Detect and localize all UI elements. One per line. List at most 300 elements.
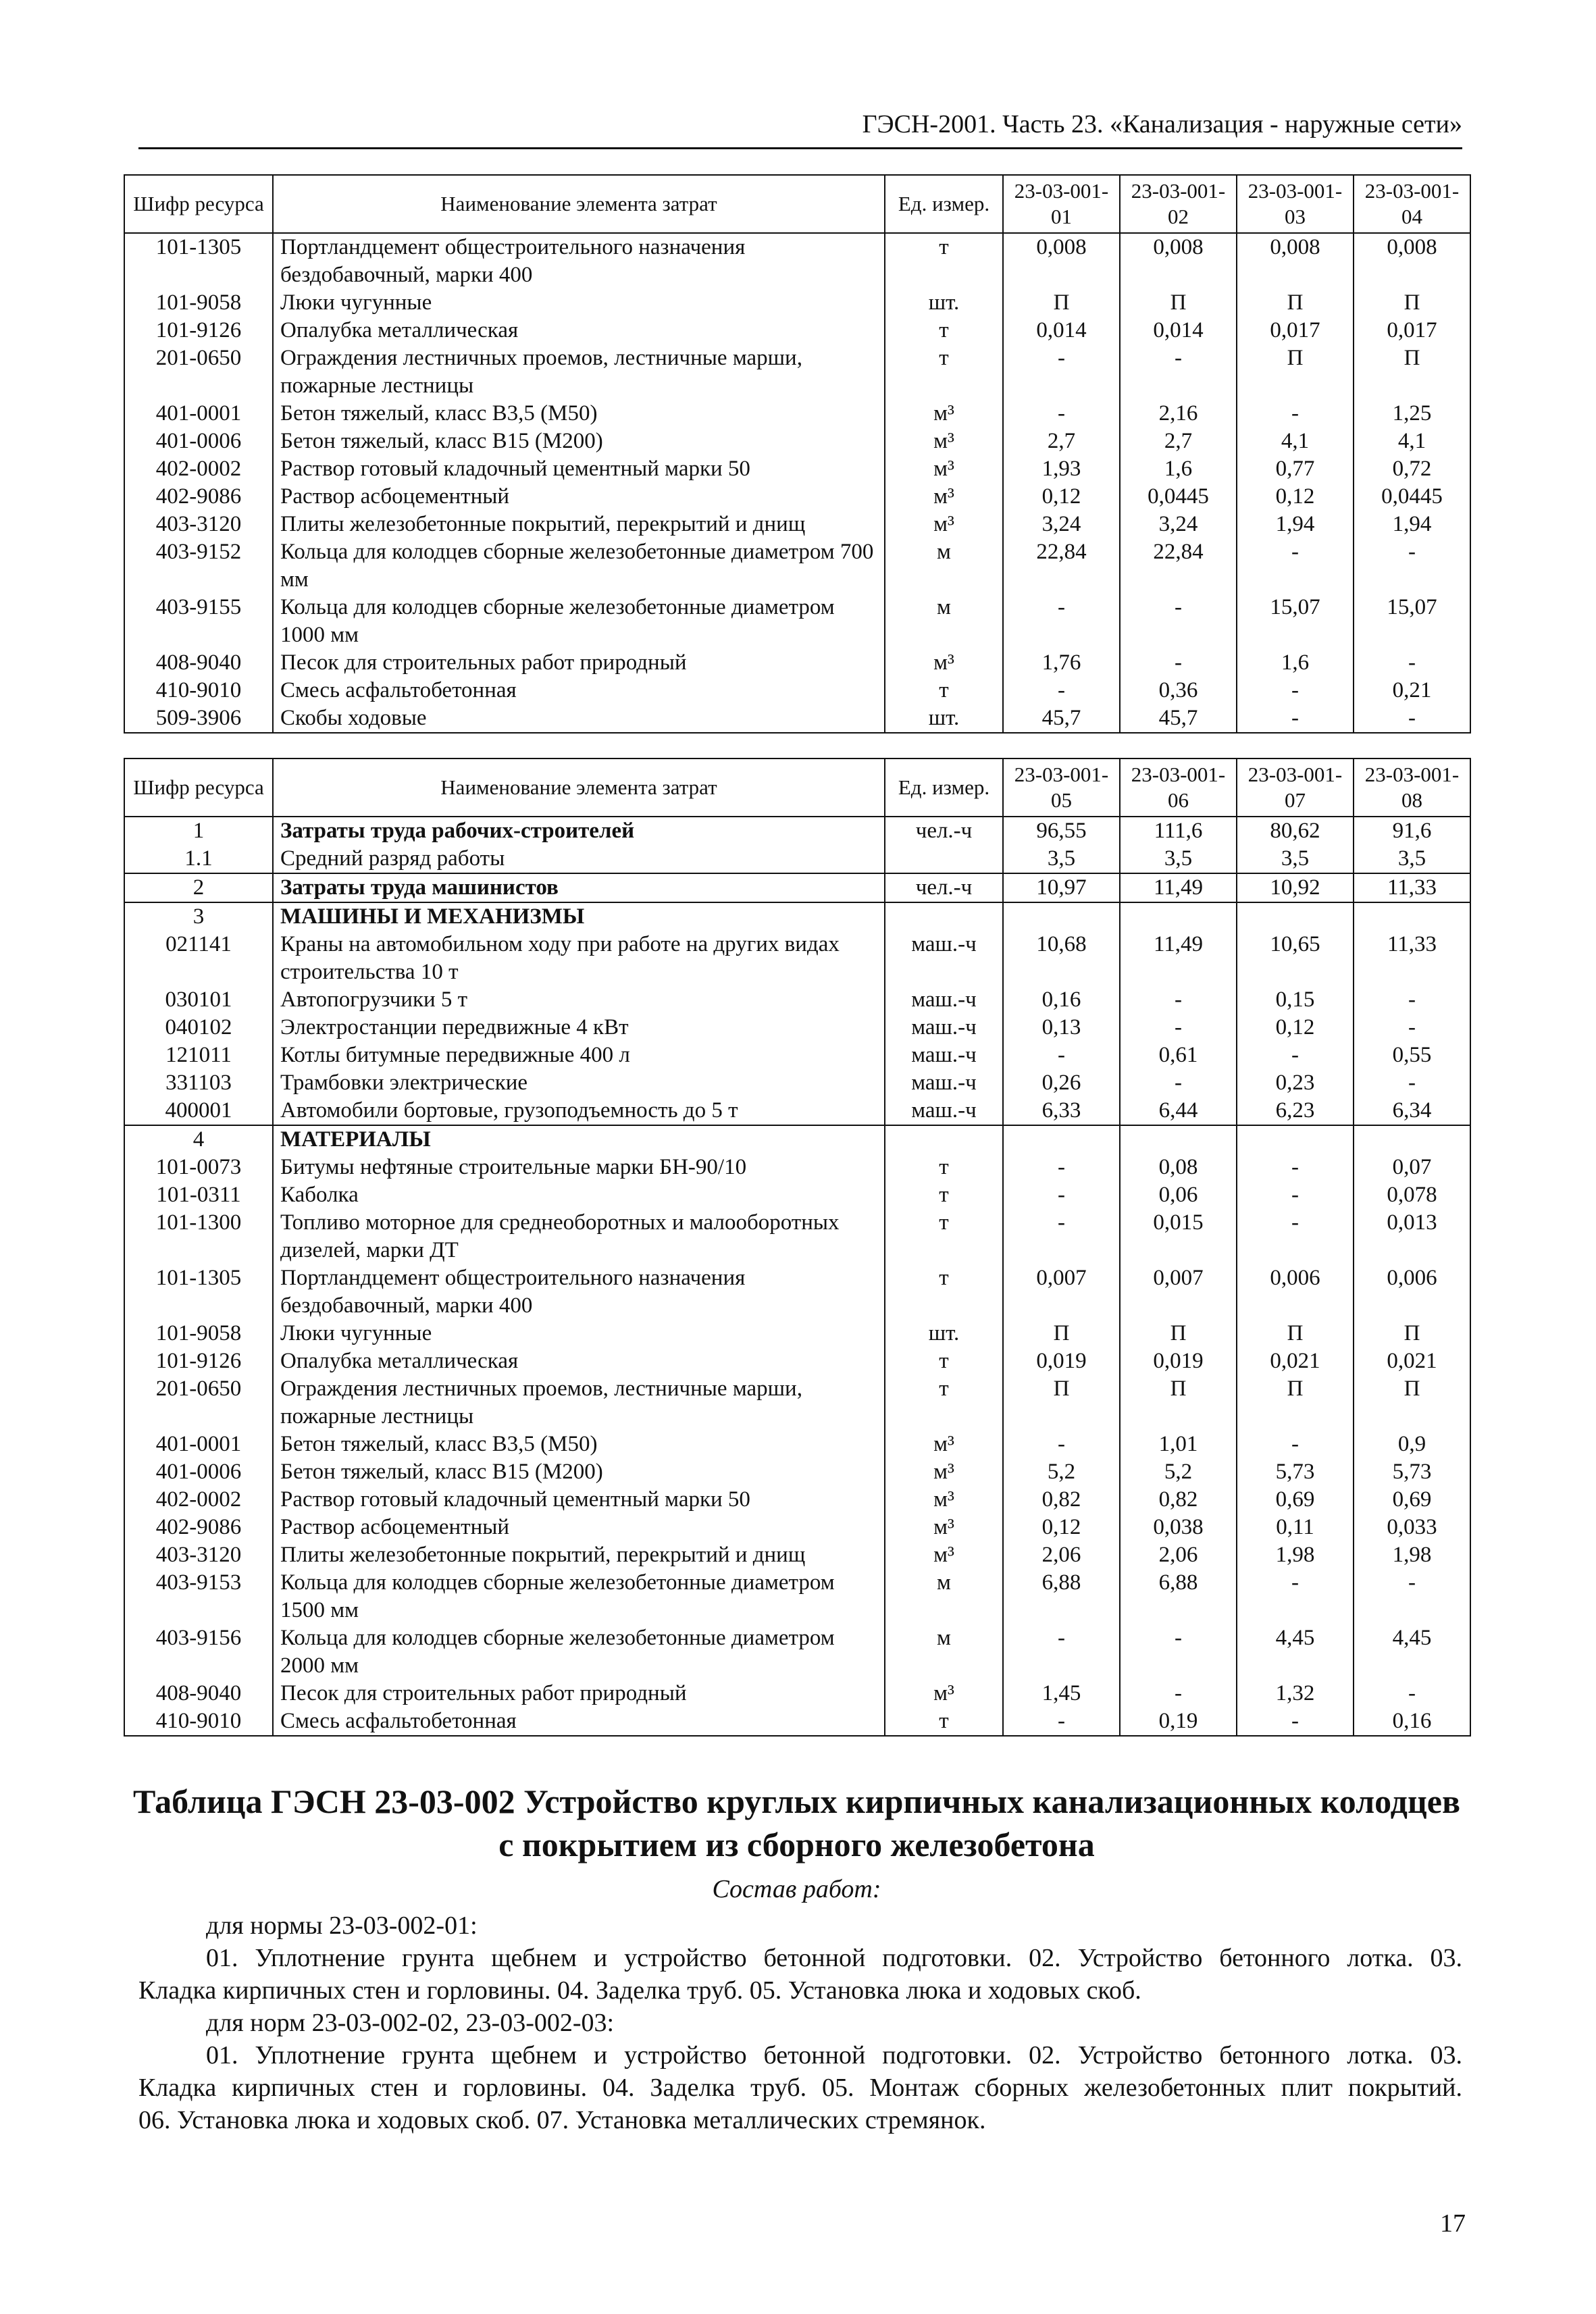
cell-code: 101-9126 [124, 317, 273, 344]
cell-value [1120, 902, 1237, 931]
cell-value: - [1237, 1209, 1354, 1264]
cell-code: 101-0073 [124, 1154, 273, 1181]
cell-name: Бетон тяжелый, класс В3,5 (М50) [273, 400, 885, 428]
norm-label: для норм 23-03-002-02, 23-03-002-03: [206, 2009, 615, 2037]
cell-value: 4,1 [1237, 428, 1354, 455]
cell-code: 509-3906 [124, 704, 273, 733]
cell-value: 91,6 [1354, 817, 1470, 845]
table-row [124, 1707, 1470, 1736]
cell-value: 0,033 [1354, 1514, 1470, 1541]
table-row [124, 1375, 1470, 1431]
cell-value: 0,55 [1354, 1042, 1470, 1069]
cell-unit: маш.-ч [885, 931, 1003, 986]
work-text-line: 01. Уплотнение грунта щебнем и устройство бетонной подготовки. 02. Устройство бетонного лотка. 03. [206, 1944, 1462, 1972]
col-header-unit: Ед. измер. [885, 759, 1003, 817]
cell-code: 3 [124, 902, 273, 931]
cell-value: П [1354, 1320, 1470, 1347]
cell-code: 402-0002 [124, 1486, 273, 1514]
table-row [124, 289, 1470, 317]
cell-value: - [1120, 1624, 1237, 1680]
cell-unit: шт. [885, 289, 1003, 317]
cell-value: - [1354, 986, 1470, 1014]
cell-value: 0,15 [1237, 986, 1354, 1014]
col-header-code: Шифр ресурса [124, 759, 273, 817]
cell-value: 4,45 [1237, 1624, 1354, 1680]
table-row [124, 317, 1470, 344]
cell-unit: шт. [885, 704, 1003, 733]
cell-value: 1,01 [1120, 1431, 1237, 1458]
cell-value: 0,36 [1120, 677, 1237, 704]
cell-value: П [1120, 289, 1237, 317]
cell-name: Бетон тяжелый, класс В15 (М200) [273, 428, 885, 455]
col-header-norm: 23-03-001-02 [1120, 175, 1237, 233]
cell-value: 0,11 [1237, 1514, 1354, 1541]
cell-value: 111,6 [1120, 817, 1237, 845]
cell-name: Люки чугунные [273, 1320, 885, 1347]
cell-value: - [1354, 704, 1470, 733]
cell-value: - [1003, 400, 1120, 428]
cell-code: 201-0650 [124, 1375, 273, 1431]
cell-name: МАТЕРИАЛЫ [273, 1125, 885, 1154]
cell-unit: м³ [885, 428, 1003, 455]
cell-value: 15,07 [1354, 594, 1470, 649]
cell-value: 0,08 [1120, 1154, 1237, 1181]
cell-unit: м³ [885, 1541, 1003, 1569]
table-row [124, 817, 1470, 845]
cell-value: 1,98 [1354, 1541, 1470, 1569]
cell-code: 030101 [124, 986, 273, 1014]
cell-code: 401-0001 [124, 1431, 273, 1458]
cell-value: 0,07 [1354, 1154, 1470, 1181]
cell-unit: м [885, 538, 1003, 594]
resource-table-1 [124, 174, 1471, 734]
cell-value: 0,008 [1354, 233, 1470, 289]
cell-code: 410-9010 [124, 677, 273, 704]
cell-value: 2,7 [1003, 428, 1120, 455]
table-row [124, 1014, 1470, 1042]
work-text-line: Кладка кирпичных стен и горловины. 04. Заделка труб. 05. Монтаж сборных железобетонных плит покрытий. [138, 2074, 1462, 2102]
cell-unit [885, 902, 1003, 931]
cell-value: П [1003, 1320, 1120, 1347]
cell-value: 6,44 [1120, 1097, 1237, 1125]
table-row [124, 1264, 1470, 1320]
table-row [124, 538, 1470, 594]
col-header-norm: 23-03-001-08 [1354, 759, 1470, 817]
cell-name: Затраты труда машинистов [273, 873, 885, 902]
cell-value: - [1354, 649, 1470, 677]
cell-code: 331103 [124, 1069, 273, 1097]
cell-value: 3,24 [1120, 511, 1237, 538]
col-header-norm: 23-03-001-06 [1120, 759, 1237, 817]
cell-name: Средний разряд работы [273, 845, 885, 873]
cell-unit: т [885, 344, 1003, 400]
cell-value: 2,16 [1120, 400, 1237, 428]
cell-name: Электростанции передвижные 4 кВт [273, 1014, 885, 1042]
section-title-line: с покрытием из сборного железобетона [498, 1826, 1095, 1863]
cell-name: Плиты железобетонные покрытий, перекрытий и днищ [273, 1541, 885, 1569]
cell-value: 6,34 [1354, 1097, 1470, 1125]
cell-value: 0,69 [1237, 1486, 1354, 1514]
table-row [124, 1320, 1470, 1347]
cell-code: 101-9058 [124, 289, 273, 317]
cell-value: 0,77 [1237, 455, 1354, 483]
cell-name: Ограждения лестничных проемов, лестничные марши, пожарные лестницы [273, 1375, 885, 1431]
cell-value: 45,7 [1003, 704, 1120, 733]
table-header-row [124, 175, 1470, 233]
cell-value: 5,73 [1237, 1458, 1354, 1486]
cell-value: - [1120, 1680, 1237, 1707]
cell-value: 1,94 [1354, 511, 1470, 538]
cell-code: 403-9156 [124, 1624, 273, 1680]
work-text-line: Кладка кирпичных стен и горловины. 04. Заделка труб. 05. Установка люка и ходовых скоб. [138, 1976, 1141, 2005]
cell-value: 2,7 [1120, 428, 1237, 455]
cell-name: Раствор готовый кладочный цементный марки 50 [273, 455, 885, 483]
cell-value: 1,6 [1120, 455, 1237, 483]
cell-name: Опалубка металлическая [273, 1347, 885, 1375]
cell-name: МАШИНЫ И МЕХАНИЗМЫ [273, 902, 885, 931]
cell-value [1354, 1125, 1470, 1154]
table-row [124, 455, 1470, 483]
cell-unit: м [885, 1624, 1003, 1680]
cell-name: Бетон тяжелый, класс В15 (М200) [273, 1458, 885, 1486]
cell-unit: чел.-ч [885, 817, 1003, 845]
cell-value: - [1003, 677, 1120, 704]
cell-value: 0,019 [1120, 1347, 1237, 1375]
cell-code: 101-1305 [124, 1264, 273, 1320]
cell-value: 6,88 [1003, 1569, 1120, 1624]
norm-label: для нормы 23-03-002-01: [206, 1911, 478, 1940]
cell-value: 0,72 [1354, 455, 1470, 483]
cell-value: 5,73 [1354, 1458, 1470, 1486]
cell-code: 403-9155 [124, 594, 273, 649]
cell-value: 0,078 [1354, 1181, 1470, 1209]
cell-value: 0,9 [1354, 1431, 1470, 1458]
cell-value: 0,014 [1120, 317, 1237, 344]
table-row [124, 1125, 1470, 1154]
table-row [124, 1069, 1470, 1097]
cell-value: 0,19 [1120, 1707, 1237, 1736]
cell-code: 1 [124, 817, 273, 845]
resource-table-2 [124, 758, 1471, 1737]
col-header-unit: Ед. измер. [885, 175, 1003, 233]
cell-unit: маш.-ч [885, 1097, 1003, 1125]
cell-unit: м³ [885, 649, 1003, 677]
cell-value [1003, 1125, 1120, 1154]
cell-name: Битумы нефтяные строительные марки БН-90/10 [273, 1154, 885, 1181]
cell-name: Кольца для колодцев сборные железобетонные диаметром 1500 мм [273, 1569, 885, 1624]
cell-value: 1,76 [1003, 649, 1120, 677]
cell-value: 3,5 [1003, 845, 1120, 873]
cell-value: 10,68 [1003, 931, 1120, 986]
cell-value: 0,16 [1003, 986, 1120, 1014]
cell-value: 22,84 [1003, 538, 1120, 594]
cell-unit: м [885, 1569, 1003, 1624]
cell-value: 0,008 [1120, 233, 1237, 289]
cell-value: - [1354, 1069, 1470, 1097]
cell-value: 5,2 [1120, 1458, 1237, 1486]
cell-value: П [1003, 289, 1120, 317]
cell-value: 0,006 [1354, 1264, 1470, 1320]
cell-value: 45,7 [1120, 704, 1237, 733]
cell-value: 0,12 [1237, 483, 1354, 511]
cell-unit: т [885, 1707, 1003, 1736]
cell-value: 2,06 [1003, 1541, 1120, 1569]
cell-value: - [1003, 1431, 1120, 1458]
table-row [124, 1347, 1470, 1375]
cell-name: Портландцемент общестроительного назначения бездобавочный, марки 400 [273, 1264, 885, 1320]
cell-code: 401-0006 [124, 1458, 273, 1486]
table-row [124, 704, 1470, 733]
cell-value [1237, 1125, 1354, 1154]
cell-value: - [1003, 1042, 1120, 1069]
cell-value: 0,82 [1003, 1486, 1120, 1514]
cell-value: 0,21 [1354, 677, 1470, 704]
cell-unit: маш.-ч [885, 986, 1003, 1014]
cell-value: 11,33 [1354, 931, 1470, 986]
cell-value: - [1120, 649, 1237, 677]
cell-name: Плиты железобетонные покрытий, перекрытий и днищ [273, 511, 885, 538]
col-header-name: Наименование элемента затрат [273, 175, 885, 233]
page-number: 17 [1440, 2209, 1466, 2238]
cell-unit: м [885, 594, 1003, 649]
cell-value: - [1237, 1154, 1354, 1181]
cell-unit: т [885, 1264, 1003, 1320]
col-header-norm: 23-03-001-07 [1237, 759, 1354, 817]
cell-name: Раствор асбоцементный [273, 483, 885, 511]
table-row [124, 511, 1470, 538]
cell-value: 0,23 [1237, 1069, 1354, 1097]
table-row [124, 233, 1470, 289]
cell-value: - [1237, 1042, 1354, 1069]
cell-unit: т [885, 1209, 1003, 1264]
cell-unit: м³ [885, 1680, 1003, 1707]
cell-value: - [1237, 1569, 1354, 1624]
cell-code: 4 [124, 1125, 273, 1154]
cell-value: - [1237, 1431, 1354, 1458]
cell-name: Краны на автомобильном ходу при работе на других видах строительства 10 т [273, 931, 885, 986]
table-row [124, 1486, 1470, 1514]
cell-code: 201-0650 [124, 344, 273, 400]
cell-value: 3,5 [1354, 845, 1470, 873]
table-row [124, 428, 1470, 455]
table-row [124, 1680, 1470, 1707]
cell-value: 1,94 [1237, 511, 1354, 538]
cell-value: 0,021 [1354, 1347, 1470, 1375]
cell-value: 0,038 [1120, 1514, 1237, 1541]
cell-value: - [1003, 1209, 1120, 1264]
table-row [124, 483, 1470, 511]
cell-value: П [1120, 1320, 1237, 1347]
col-header-norm: 23-03-001-04 [1354, 175, 1470, 233]
cell-value: 0,019 [1003, 1347, 1120, 1375]
cell-value: 0,006 [1237, 1264, 1354, 1320]
cell-name: Смесь асфальтобетонная [273, 1707, 885, 1736]
cell-value: 0,61 [1120, 1042, 1237, 1069]
table-row [124, 1209, 1470, 1264]
cell-name: Автопогрузчики 5 т [273, 986, 885, 1014]
cell-value: - [1003, 1707, 1120, 1736]
cell-value: 0,008 [1237, 233, 1354, 289]
section-title-line: Таблица ГЭСН 23-03-002 Устройство круглых кирпичных канализационных колодцев [133, 1782, 1460, 1820]
cell-code: 408-9040 [124, 649, 273, 677]
cell-name: Раствор готовый кладочный цементный марки 50 [273, 1486, 885, 1514]
cell-name: Раствор асбоцементный [273, 1514, 885, 1541]
cell-value: 0,12 [1237, 1014, 1354, 1042]
cell-value: 0,013 [1354, 1209, 1470, 1264]
cell-value: - [1003, 1624, 1120, 1680]
cell-unit: т [885, 677, 1003, 704]
cell-value: 0,06 [1120, 1181, 1237, 1209]
cell-value: 5,2 [1003, 1458, 1120, 1486]
cell-value: 6,23 [1237, 1097, 1354, 1125]
cell-code: 101-1305 [124, 233, 273, 289]
table-row [124, 1181, 1470, 1209]
cell-value: - [1237, 1707, 1354, 1736]
cell-name: Каболка [273, 1181, 885, 1209]
cell-code: 040102 [124, 1014, 273, 1042]
cell-value: 6,33 [1003, 1097, 1120, 1125]
table-row [124, 649, 1470, 677]
cell-value: 0,13 [1003, 1014, 1120, 1042]
cell-code: 403-9153 [124, 1569, 273, 1624]
cell-name: Ограждения лестничных проемов, лестничные марши, пожарные лестницы [273, 344, 885, 400]
cell-name: Затраты труда рабочих-строителей [273, 817, 885, 845]
cell-unit: т [885, 1154, 1003, 1181]
cell-value: 10,92 [1237, 873, 1354, 902]
cell-code: 2 [124, 873, 273, 902]
cell-value: - [1237, 704, 1354, 733]
cell-unit: т [885, 1347, 1003, 1375]
cell-value [1120, 1125, 1237, 1154]
cell-value: 0,007 [1003, 1264, 1120, 1320]
cell-value: 11,49 [1120, 931, 1237, 986]
cell-value: - [1237, 677, 1354, 704]
cell-value: - [1120, 594, 1237, 649]
cell-unit: м³ [885, 1514, 1003, 1541]
cell-code: 402-9086 [124, 1514, 273, 1541]
cell-code: 401-0006 [124, 428, 273, 455]
work-composition-label: Состав работ: [712, 1875, 881, 1903]
cell-value: 3,5 [1120, 845, 1237, 873]
cell-code: 410-9010 [124, 1707, 273, 1736]
cell-name: Скобы ходовые [273, 704, 885, 733]
table-row [124, 873, 1470, 902]
section-title [124, 1780, 1470, 1866]
cell-value: 4,45 [1354, 1624, 1470, 1680]
cell-unit: т [885, 317, 1003, 344]
col-header-code: Шифр ресурса [124, 175, 273, 233]
cell-value: 80,62 [1237, 817, 1354, 845]
cell-code: 1.1 [124, 845, 273, 873]
cell-value: 0,017 [1354, 317, 1470, 344]
cell-value: 0,017 [1237, 317, 1354, 344]
cell-value: 96,55 [1003, 817, 1120, 845]
cell-name: Топливо моторное для среднеоборотных и малооборотных дизелей, марки ДТ [273, 1209, 885, 1264]
cell-value: 11,33 [1354, 873, 1470, 902]
cell-value: 22,84 [1120, 538, 1237, 594]
cell-value [1354, 902, 1470, 931]
cell-value: - [1237, 1181, 1354, 1209]
cell-code: 402-0002 [124, 455, 273, 483]
cell-value: 1,32 [1237, 1680, 1354, 1707]
cell-value: 0,0445 [1120, 483, 1237, 511]
table-row [124, 344, 1470, 400]
cell-value: П [1237, 289, 1354, 317]
cell-value: 0,16 [1354, 1707, 1470, 1736]
table-row [124, 1431, 1470, 1458]
cell-name: Портландцемент общестроительного назначения бездобавочный, марки 400 [273, 233, 885, 289]
cell-unit: м³ [885, 483, 1003, 511]
cell-value: 0,021 [1237, 1347, 1354, 1375]
cell-name: Кольца для колодцев сборные железобетонные диаметром 700 мм [273, 538, 885, 594]
cell-value: 3,24 [1003, 511, 1120, 538]
cell-value [1003, 902, 1120, 931]
cell-unit: м³ [885, 1486, 1003, 1514]
cell-unit: чел.-ч [885, 873, 1003, 902]
cell-unit: т [885, 233, 1003, 289]
cell-code: 101-0311 [124, 1181, 273, 1209]
table-row [124, 986, 1470, 1014]
table-header-row [124, 759, 1470, 817]
work-text-line: 06. Установка люка и ходовых скоб. 07. Установка металлических стремянок. [138, 2106, 986, 2134]
cell-code: 408-9040 [124, 1680, 273, 1707]
cell-value: - [1120, 1014, 1237, 1042]
cell-value: - [1120, 1069, 1237, 1097]
col-header-norm: 23-03-001-05 [1003, 759, 1120, 817]
table-row [124, 1624, 1470, 1680]
cell-value: 0,82 [1120, 1486, 1237, 1514]
cell-value: 3,5 [1237, 845, 1354, 873]
col-header-norm: 23-03-001-03 [1237, 175, 1354, 233]
table-row [124, 677, 1470, 704]
cell-code: 021141 [124, 931, 273, 986]
cell-value: П [1120, 1375, 1237, 1431]
cell-value: 0,69 [1354, 1486, 1470, 1514]
cell-name: Автомобили бортовые, грузоподъемность до 5 т [273, 1097, 885, 1125]
cell-code: 401-0001 [124, 400, 273, 428]
cell-value: 0,12 [1003, 483, 1120, 511]
cell-value: П [1354, 289, 1470, 317]
cell-code: 400001 [124, 1097, 273, 1125]
cell-value: 10,65 [1237, 931, 1354, 986]
cell-value: П [1003, 1375, 1120, 1431]
table-row [124, 1514, 1470, 1541]
cell-value: - [1237, 538, 1354, 594]
cell-value: П [1354, 1375, 1470, 1431]
cell-code: 101-9058 [124, 1320, 273, 1347]
cell-value: - [1120, 986, 1237, 1014]
cell-name: Бетон тяжелый, класс В3,5 (М50) [273, 1431, 885, 1458]
cell-name: Опалубка металлическая [273, 317, 885, 344]
table-row [124, 1569, 1470, 1624]
cell-value: 0,008 [1003, 233, 1120, 289]
cell-unit: маш.-ч [885, 1014, 1003, 1042]
cell-value: 0,014 [1003, 317, 1120, 344]
cell-name: Песок для строительных работ природный [273, 649, 885, 677]
cell-value: - [1003, 1181, 1120, 1209]
cell-unit: м³ [885, 1458, 1003, 1486]
table-row [124, 931, 1470, 986]
cell-value: - [1354, 538, 1470, 594]
cell-value: 4,1 [1354, 428, 1470, 455]
running-header: ГЭСН-2001. Часть 23. «Канализация - наружные сети» [138, 109, 1462, 149]
table-row [124, 1097, 1470, 1125]
cell-value: 0,0445 [1354, 483, 1470, 511]
cell-code: 121011 [124, 1042, 273, 1069]
cell-value: 1,25 [1354, 400, 1470, 428]
cell-unit: м³ [885, 455, 1003, 483]
cell-unit [885, 1125, 1003, 1154]
